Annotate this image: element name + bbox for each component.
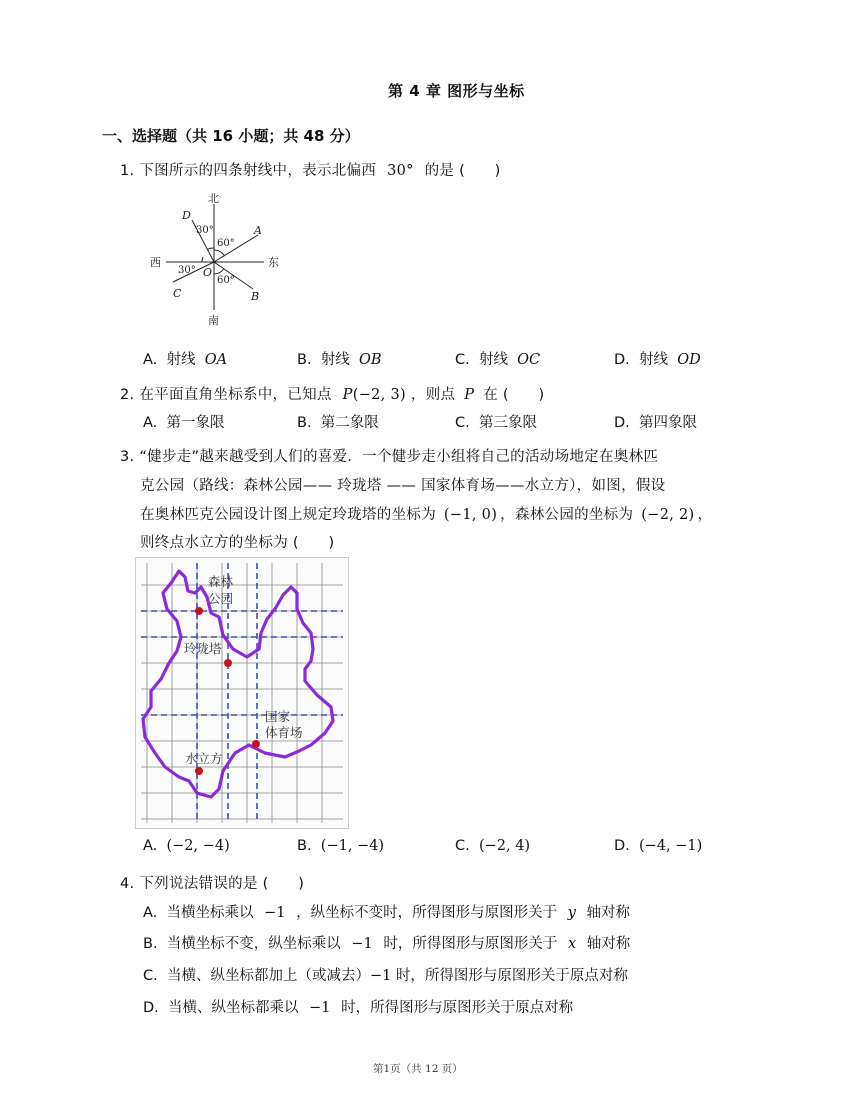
map-label-forest-2: 公园	[208, 591, 234, 606]
option-text: 第二象限	[320, 415, 379, 431]
label-west: 西	[150, 256, 161, 269]
question-2-stem	[120, 383, 544, 404]
option-letter: D.	[614, 415, 630, 431]
option-text: 射线	[166, 352, 196, 368]
map-label-stadium-1: 国家	[265, 709, 291, 724]
option-letter: A.	[143, 352, 158, 368]
label-b: B	[251, 290, 260, 303]
option-letter: D.	[614, 838, 630, 854]
q2-option-b[interactable]	[297, 411, 379, 432]
option-text: 当横、纵坐标都乘以	[168, 1000, 299, 1016]
page-title: 第 4 章 图形与坐标	[388, 82, 525, 100]
forest-park-point	[195, 607, 203, 615]
q1-option-a[interactable]	[143, 348, 227, 369]
stadium-point	[252, 740, 260, 748]
option-letter: A.	[143, 905, 158, 921]
option-math: −1	[369, 968, 392, 984]
angle-arc	[214, 250, 225, 256]
option-text: 当横、纵坐标都加上（或减去）	[166, 968, 370, 984]
angle-label-60-bottom: 60°	[217, 275, 235, 286]
option-text: 第四象限	[639, 415, 697, 431]
q2-stem-text-c: 在 ( )	[483, 387, 545, 403]
q2-option-a[interactable]	[143, 411, 225, 432]
q2-option-d[interactable]	[614, 411, 697, 432]
option-text: 轴对称	[586, 936, 631, 952]
map-label-tower: 玲珑塔	[184, 641, 222, 656]
question-1-stem	[120, 159, 501, 180]
q1-option-b[interactable]	[297, 348, 382, 369]
q3-line3-a: 在奥林匹克公园设计图上规定玲珑塔的坐标为	[140, 507, 436, 523]
map-label-cube: 水立方	[185, 751, 223, 766]
question-4-stem: 4. 下列说法错误的是 ( )	[120, 876, 305, 892]
option-math: x	[567, 936, 577, 952]
q4-option-a[interactable]	[143, 901, 630, 922]
option-letter: A.	[143, 838, 158, 854]
label-south: 南	[208, 314, 219, 327]
option-text: 轴对称	[586, 905, 631, 921]
option-letter: C.	[455, 352, 470, 368]
q3-option-a[interactable]	[143, 838, 230, 854]
question-3-line-2: 克公园（路线：森林公园—— 玲珑塔 —— 国家体育场——水立方），如图，假设	[140, 478, 666, 494]
option-letter: B.	[297, 838, 312, 854]
option-letter: A.	[143, 415, 158, 431]
angle-label-30-left: 30°	[178, 265, 196, 276]
q2-coord: (−2, 3)	[352, 387, 406, 403]
option-math: OB	[359, 352, 382, 368]
q2-point-2: P	[464, 387, 475, 403]
compass-figure	[140, 190, 290, 328]
q1-stem-angle: 30°	[387, 163, 414, 179]
angle-label-30-top: 30°	[196, 225, 214, 236]
option-math: y	[567, 905, 576, 921]
angle-arc	[207, 248, 214, 250]
q4-option-b[interactable]	[143, 932, 630, 953]
option-math: −1	[351, 936, 373, 952]
q2-stem-text-a: 2. 在平面直角坐标系中，已知点	[120, 387, 332, 403]
map-label-stadium-2: 体育场	[265, 725, 303, 740]
question-3-line-4: 则终点水立方的坐标为 ( )	[140, 535, 335, 551]
q2-point: P	[342, 387, 353, 403]
option-letter: C.	[143, 968, 158, 984]
option-letter: D.	[614, 352, 630, 368]
label-o: O	[203, 266, 213, 279]
q2-option-c[interactable]	[455, 411, 537, 432]
option-math: −1	[264, 905, 286, 921]
angle-arc	[214, 269, 224, 275]
option-letter: B.	[143, 936, 158, 952]
option-text: 时，所得图形与原图形关于原点对称	[341, 1000, 574, 1016]
label-d: D	[182, 209, 191, 222]
option-letter: D.	[143, 1000, 159, 1016]
q4-option-c[interactable]	[143, 964, 628, 985]
label-c: C	[173, 287, 182, 300]
cube-point	[195, 767, 203, 775]
label-a: A	[254, 224, 262, 237]
option-math: OC	[517, 352, 541, 368]
option-text: 射线	[639, 352, 668, 368]
option-text: ，纵坐标不变时，所得图形与原图形关于	[296, 905, 558, 921]
option-letter: B.	[297, 415, 312, 431]
option-text: 射线	[478, 352, 508, 368]
label-north: 北	[208, 192, 219, 205]
option-letter: B.	[297, 352, 312, 368]
option-text: (−2, 4)	[478, 838, 531, 854]
q3-option-c[interactable]	[455, 838, 530, 854]
q2-stem-text-b: ，则点	[410, 387, 456, 403]
q3-tower-coord: (−1, 0)	[443, 507, 498, 523]
q1-stem-text-c: 的是 ( )	[424, 163, 501, 179]
angle-label-60-top: 60°	[217, 238, 235, 249]
option-text: 当横坐标乘以	[166, 905, 254, 921]
label-east: 东	[268, 256, 279, 269]
angle-arc	[202, 257, 203, 262]
option-text: (−4, −1)	[639, 838, 703, 854]
page-footer: 第1页（共 12 页）	[373, 1063, 463, 1075]
q3-line3-e: ，	[697, 507, 713, 523]
option-text: (−1, −4)	[320, 838, 385, 854]
q1-option-d[interactable]	[614, 348, 701, 369]
option-text: 时，所得图形与原图形关于原点对称	[395, 968, 628, 984]
q1-stem-text-a: 1. 下图所示的四条射线中，表示北偏西	[120, 163, 377, 179]
option-text: (−2, −4)	[166, 838, 230, 854]
q3-option-b[interactable]	[297, 838, 384, 854]
option-text: 当横坐标不变，纵坐标乘以	[166, 936, 341, 952]
olympic-park-map	[135, 557, 349, 829]
q4-option-d[interactable]	[143, 996, 573, 1017]
option-letter: C.	[455, 415, 470, 431]
q3-option-d[interactable]	[614, 838, 702, 854]
option-text: 射线	[320, 352, 350, 368]
question-3-line-1: 3. “健步走”越来越受到人们的喜爱．一个健步走小组将自己的活动场地定在奥林匹	[120, 449, 659, 465]
map-label-forest-1: 森林	[208, 574, 234, 589]
option-math: −1	[309, 1000, 331, 1016]
section-heading: 一、选择题（共 16 小题；共 48 分）	[102, 127, 360, 145]
option-text: 时，所得图形与原图形关于	[383, 936, 558, 952]
question-3-line-3	[140, 503, 712, 524]
option-letter: C.	[455, 838, 470, 854]
tower-point	[224, 659, 232, 667]
option-math: OD	[677, 352, 701, 368]
q1-option-c[interactable]	[455, 348, 540, 369]
q3-line3-c: ，森林公园的坐标为	[500, 507, 634, 523]
option-text: 第一象限	[166, 415, 225, 431]
option-math: OA	[204, 352, 228, 368]
q3-forest-coord: (−2, 2)	[641, 507, 695, 523]
option-text: 第三象限	[478, 415, 537, 431]
